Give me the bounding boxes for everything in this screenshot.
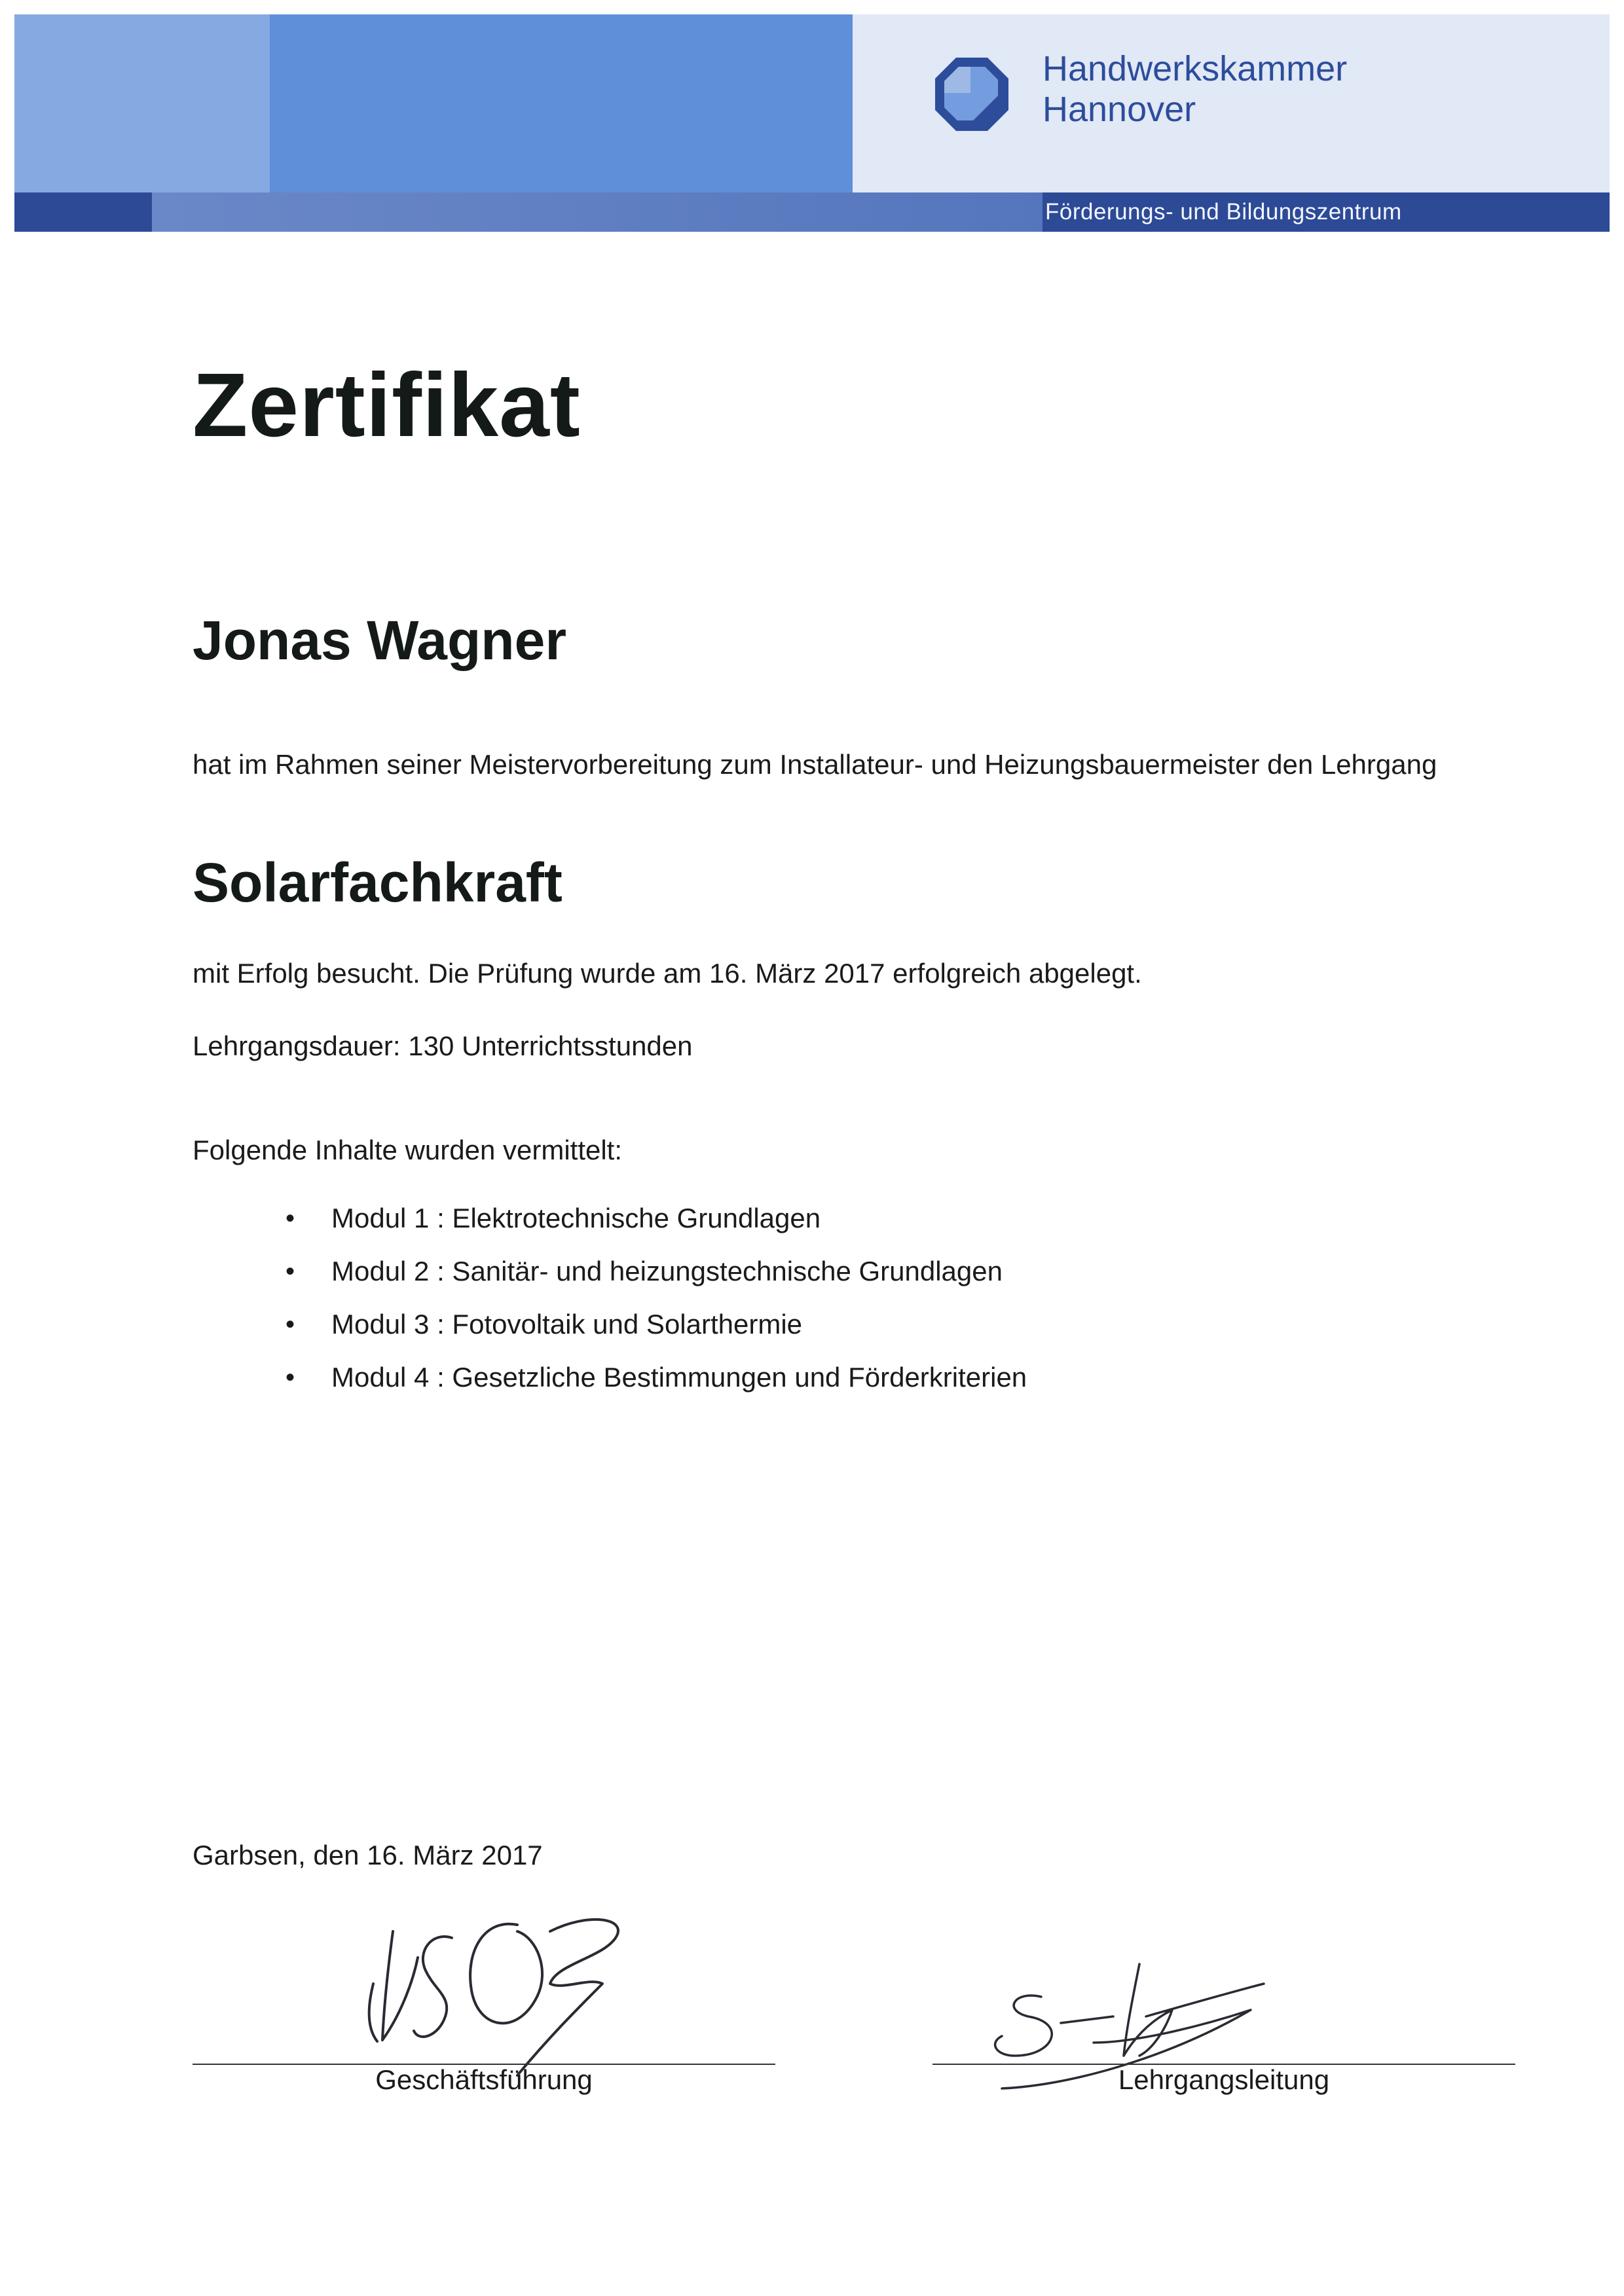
course-name: Solarfachkraft (193, 852, 563, 913)
signature-left (354, 1886, 642, 2082)
org-name-line2: Hannover (1043, 90, 1196, 129)
module-label: Modul 1 : Elektrotechnische Grundlagen (331, 1203, 821, 1233)
signature-label-left: Geschäftsführung (375, 2064, 593, 2095)
signature-label-right: Lehrgangsleitung (1118, 2064, 1330, 2095)
org-name-line1: Handwerkskammer (1043, 49, 1348, 88)
banner-segment-light (14, 14, 270, 192)
bullet: • (286, 1363, 295, 1392)
bar-segment-dark-left (14, 192, 152, 232)
intro-text: hat im Rahmen seiner Meistervorbereitung zum Installateur- und Heizungsbauermeister den Lehrgang (193, 749, 1437, 780)
bullet: • (286, 1204, 295, 1233)
course-duration: Lehrgangsdauer: 130 Unterrichtsstunden (193, 1030, 693, 1061)
bullet: • (286, 1257, 295, 1286)
banner-segment-mid (270, 14, 853, 192)
module-list (275, 1202, 1027, 1414)
header-bottom-bar (14, 192, 1610, 232)
module-label: Modul 4 : Gesetzliche Bestimmungen und Förderkriterien (331, 1362, 1027, 1393)
list-item (275, 1361, 1027, 1414)
org-name (1043, 48, 1347, 130)
place-date: Garbsen, den 16. März 2017 (193, 1840, 543, 1870)
module-label: Modul 2 : Sanitär- und heizungstechnische Grundlagen (331, 1256, 1003, 1286)
bullet: • (286, 1310, 295, 1339)
list-item (275, 1255, 1027, 1308)
contents-intro: Folgende Inhalte wurden vermittelt: (193, 1135, 623, 1165)
certificate-title: Zertifikat (193, 355, 581, 456)
list-item (275, 1202, 1027, 1255)
header-banner (14, 14, 1610, 232)
recipient-name: Jonas Wagner (193, 610, 567, 671)
tagline: Förderungs- und Bildungszentrum (1045, 199, 1402, 225)
module-label: Modul 3 : Fotovoltaik und Solarthermie (331, 1309, 803, 1339)
hwk-octagon-logo-icon (932, 55, 1011, 134)
list-item (275, 1308, 1027, 1361)
exam-sentence: mit Erfolg besucht. Die Prüfung wurde am 16. März 2017 erfolgreich abgelegt. (193, 958, 1142, 989)
bar-segment-mid (152, 192, 1043, 232)
